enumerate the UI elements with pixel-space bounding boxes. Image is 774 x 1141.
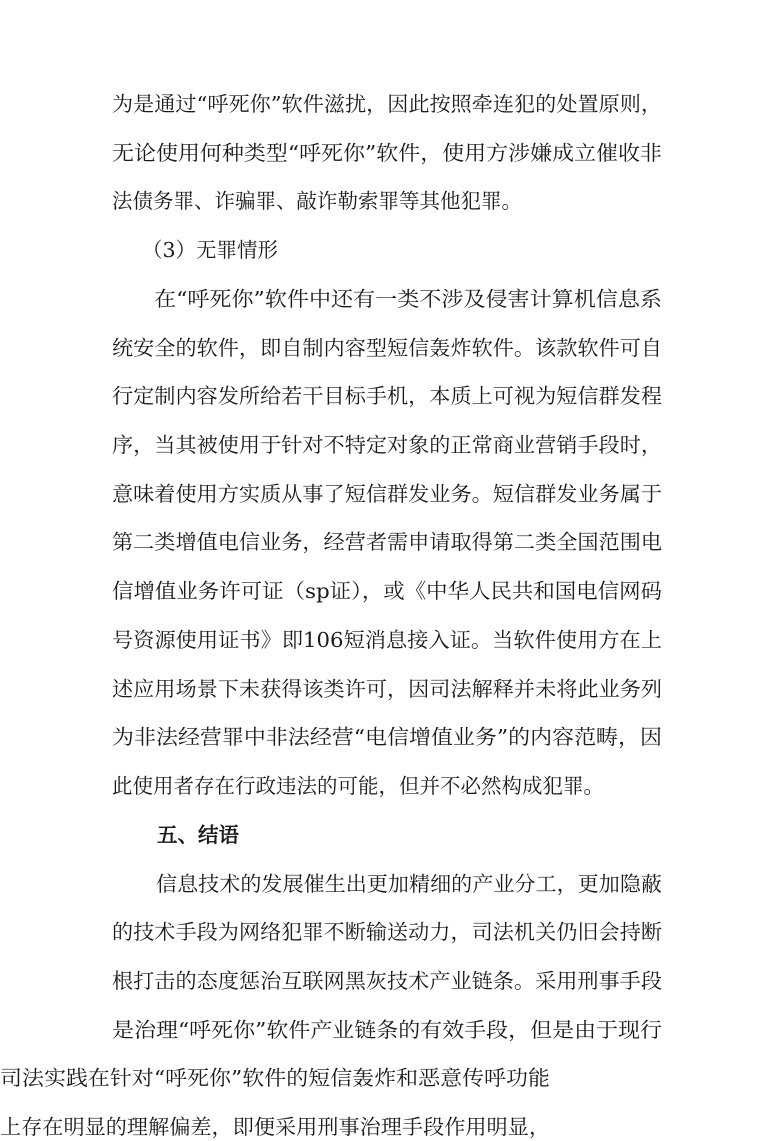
text-line <box>0 723 774 751</box>
text-line-content: 在“呼死你”软件中还有一类不涉及侵害计算机信息系 <box>154 286 662 311</box>
text-line-content: 意味着使用方实质从事了短信群发业务。短信群发业务属于 <box>112 481 663 506</box>
text-line <box>0 285 774 313</box>
text-line <box>0 1064 774 1092</box>
text-line <box>0 772 774 800</box>
section-heading <box>0 821 774 849</box>
text-line <box>0 1113 774 1141</box>
text-line-content: 此使用者存在行政违法的可能，但并不必然构成犯罪。 <box>112 774 604 799</box>
text-line-content: 法债务罪、诈骗罪、敲诈勒索罪等其他犯罪。 <box>112 189 522 214</box>
section-subheading <box>0 236 774 264</box>
heading-text: 五、结语 <box>157 822 239 847</box>
text-line <box>0 480 774 508</box>
text-line-content: 述应用场景下未获得该类许可，因司法解释并未将此业务列 <box>112 676 663 701</box>
text-line <box>0 187 774 215</box>
text-line-content: 信增值业务许可证（sp证），或《中华人民共和国电信网码 <box>112 579 662 604</box>
text-line-content: 的技术手段为网络犯罪不断输送动力，司法机关仍旧会持断 <box>112 920 663 945</box>
text-line-content: 为非法经营罪中非法经营“电信增值业务”的内容范畴，因 <box>112 725 663 750</box>
text-line <box>0 918 774 946</box>
text-line <box>0 870 774 898</box>
text-line <box>0 139 774 167</box>
text-line <box>0 90 774 118</box>
text-line <box>0 528 774 556</box>
text-line-content: 信息技术的发展催生出更加精细的产业分工，更加隐蔽 <box>156 871 663 896</box>
text-line-content: 上存在明显的理解偏差，即便采用刑事治理手段作用明显， <box>0 1115 551 1140</box>
text-line <box>0 334 774 362</box>
text-line-content: 行定制内容发所给若干目标手机，本质上可视为短信群发程 <box>112 384 663 409</box>
subheading-text: （3）无罪情形 <box>142 238 279 263</box>
text-line-content: 为是通过“呼死你”软件滋扰，因此按照牵连犯的处置原则， <box>112 92 663 116</box>
text-line-content: 第二类增值电信业务，经营者需申请取得第二类全国范围电 <box>112 530 663 555</box>
text-line-content: 是治理“呼死你”软件产业链条的有效手段，但是由于现行 <box>112 1017 663 1042</box>
text-line <box>0 675 774 703</box>
text-line <box>0 431 774 459</box>
text-line-content: 序，当其被使用于针对不特定对象的正常商业营销手段时， <box>112 433 663 458</box>
text-line <box>0 626 774 654</box>
text-line-content: 无论使用何种类型“呼死你”软件，使用方涉嫌成立催收非 <box>112 140 663 165</box>
text-line <box>0 382 774 410</box>
text-line <box>0 967 774 995</box>
text-line-content: 司法实践在针对“呼死你”软件的短信轰炸和恶意传呼功能 <box>0 1066 551 1091</box>
text-line-content: 根打击的态度惩治互联网黑灰技术产业链条。采用刑事手段 <box>112 968 663 993</box>
text-line <box>0 577 774 605</box>
text-line-content: 号资源使用证书》即106短消息接入证。当软件使用方在上 <box>112 627 662 652</box>
text-line-content: 统安全的软件，即自制内容型短信轰炸软件。该款软件可自 <box>112 335 663 360</box>
text-line <box>0 1016 774 1044</box>
